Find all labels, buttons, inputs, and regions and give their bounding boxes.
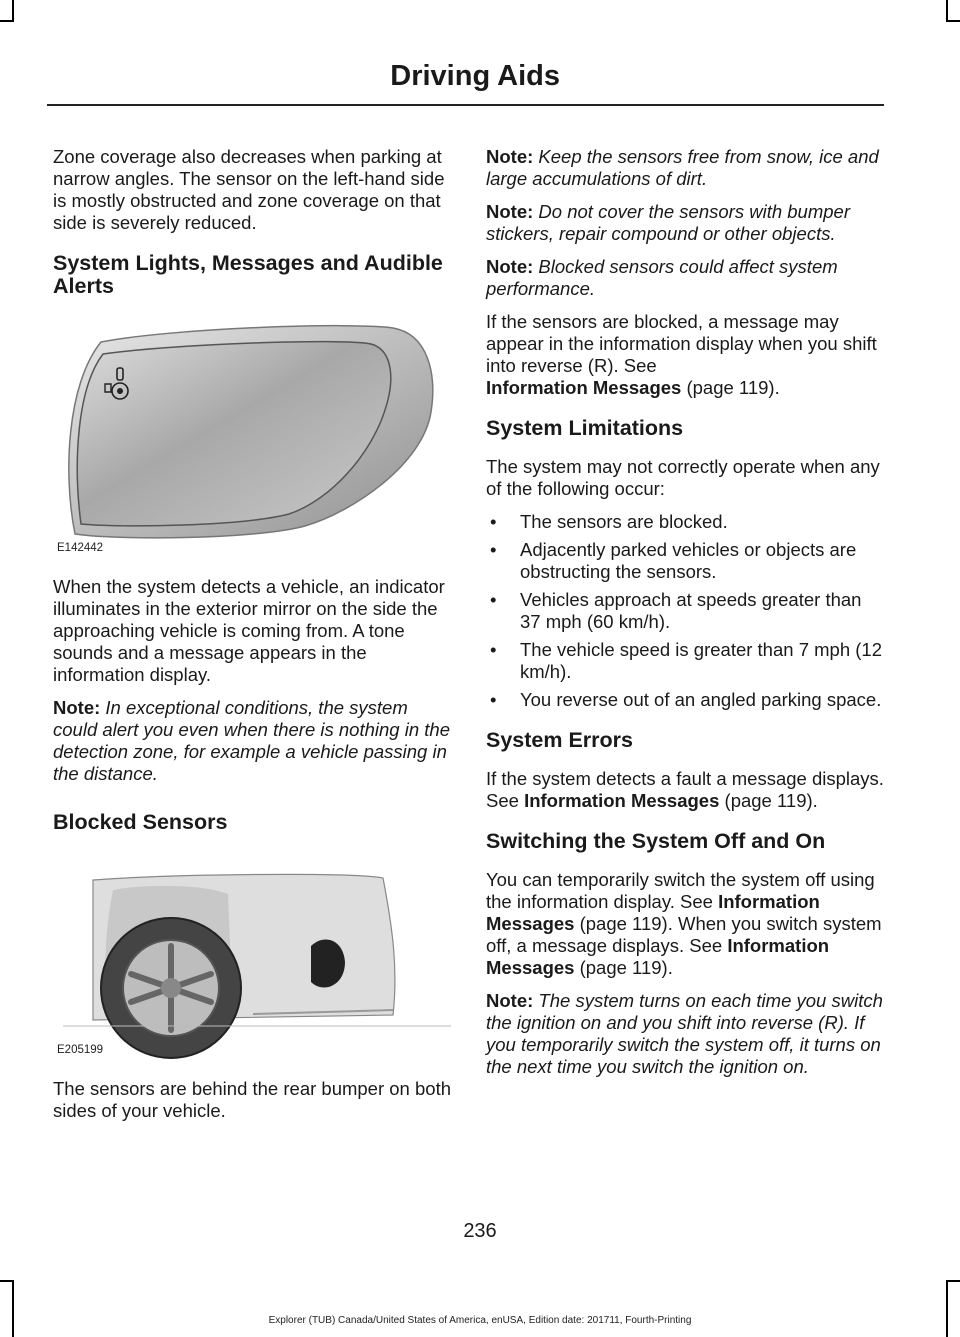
page-number: 236 [463, 1220, 497, 1242]
note-label: Note: [486, 201, 534, 222]
figure-code: E205199 [57, 1044, 104, 1056]
rear-bumper-illustration [53, 850, 451, 1060]
list-item: • The sensors are blocked. [486, 511, 884, 533]
note-text: Keep the sensors free from snow, ice and large accumulations of dirt. [486, 146, 879, 189]
heading-system-limitations: System Limitations [486, 416, 684, 440]
mirror-figure [53, 314, 451, 558]
text: (page 119). [579, 957, 673, 978]
cross-reference-link[interactable]: Information Messages [486, 891, 820, 934]
heading-system-errors: System Errors [486, 728, 633, 752]
note-ignition [486, 990, 884, 1078]
footer-edition: Explorer (TUB) Canada/United States of America, enUSA, Edition date: 201711, Fourth-Printing [268, 1315, 692, 1326]
blocked-message-paragraph [486, 311, 884, 399]
header-divider [47, 104, 884, 106]
cross-reference-link[interactable]: Information Messages [486, 935, 830, 978]
left-column [53, 146, 451, 1133]
sensors-location-paragraph: The sensors are behind the rear bumper on both sides of your vehicle. [53, 1078, 451, 1121]
note-do-not-cover [486, 201, 884, 245]
crop-mark [12, 1280, 14, 1337]
crop-mark [946, 1280, 960, 1282]
limitations-list [486, 511, 884, 711]
list-item: • The vehicle speed is greater than 7 mph (12 km/h). [486, 639, 884, 683]
crop-mark [946, 0, 948, 22]
bumper-figure [53, 850, 451, 1060]
note-blocked-performance [486, 256, 884, 300]
note-keep-free [486, 146, 884, 190]
note-text: In exceptional conditions, the system could alert you even when there is nothing in the detection zone, for example a vehicle passing in the distance. [53, 697, 450, 784]
crop-mark [0, 1280, 14, 1282]
heading-lights-messages: System Lights, Messages and Audible Alerts [53, 251, 443, 298]
errors-paragraph [486, 768, 884, 812]
note-text: Blocked sensors could affect system performance. [486, 256, 838, 299]
figure-code: E142442 [57, 542, 104, 554]
list-item: • You reverse out of an angled parking space. [486, 689, 884, 711]
intro-paragraph: Zone coverage also decreases when parking at narrow angles. The sensor on the left-hand side is mostly obstructed and zone coverage on that side is severely reduced. [53, 146, 445, 233]
text: (page 119). When you switch system off, a message displays. See [486, 913, 882, 956]
heading-blocked-sensors: Blocked Sensors [53, 810, 228, 834]
cross-reference-link[interactable]: Information Messages [486, 377, 682, 398]
crop-mark [12, 0, 14, 22]
note-label: Note: [486, 990, 534, 1011]
text: (page 119). [724, 790, 818, 811]
list-item: • Vehicles approach at speeds greater than 37 mph (60 km/h). [486, 589, 884, 633]
crop-mark [946, 1280, 948, 1337]
list-item: • Adjacently parked vehicles or objects are obstructing the sensors. [486, 539, 884, 583]
crop-mark [946, 20, 960, 22]
note-label: Note: [53, 697, 101, 718]
detect-paragraph: When the system detects a vehicle, an indicator illuminates in the exterior mirror on the side the approaching vehicle is coming from. A tone sounds and a message appears in the information display. [53, 576, 445, 685]
text: You can temporarily switch the system off using the information display. See [486, 869, 875, 912]
note-text: The system turns on each time you switch the ignition on and you shift into reverse (R). If you temporarily switch the system off, it turns on the next time you switch the ignition on. [486, 990, 883, 1077]
limitations-intro: The system may not correctly operate when any of the following occur: [486, 456, 880, 499]
note-label: Note: [486, 146, 534, 167]
right-column [486, 146, 884, 1089]
note-text: Do not cover the sensors with bumper stickers, repair compound or other objects. [486, 201, 850, 244]
note-exceptional [53, 697, 451, 785]
text: If the sensors are blocked, a message may appear in the information display when you shift into reverse (R). See [486, 311, 877, 376]
text: If the system detects a fault a message displays. See [486, 768, 884, 811]
text: (page 119). [686, 377, 780, 398]
page-title: Driving Aids [390, 60, 560, 92]
cross-reference-link[interactable]: Information Messages [524, 790, 720, 811]
switch-paragraph [486, 869, 884, 979]
mirror-illustration [53, 314, 451, 558]
heading-switching-off-on: Switching the System Off and On [486, 829, 826, 853]
crop-mark [0, 20, 14, 22]
note-label: Note: [486, 256, 534, 277]
